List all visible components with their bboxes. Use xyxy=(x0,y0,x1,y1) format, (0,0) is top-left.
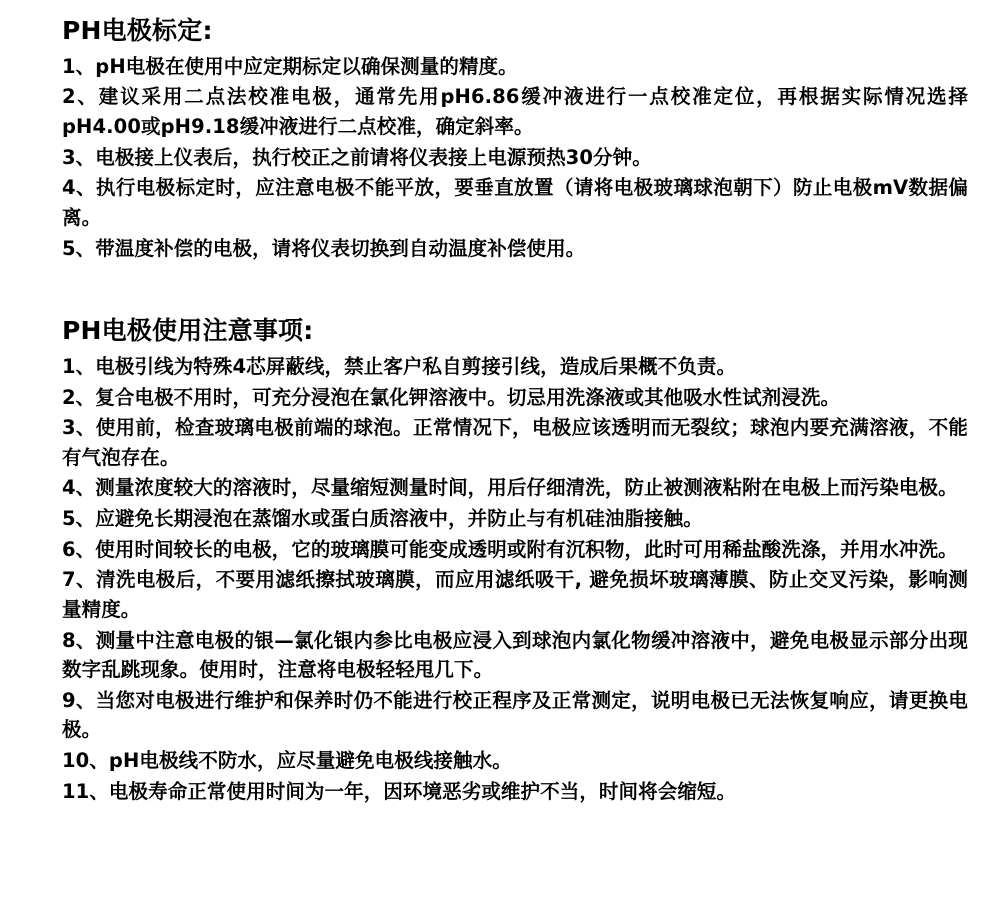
paragraph: 1、电极引线为特殊4芯屏蔽线，禁止客户私自剪接引线，造成后果概不负责。 xyxy=(62,354,737,378)
section-title-calibration: PH电极标定: xyxy=(62,16,213,45)
paragraph: 4、执行电极标定时，应注意电极不能平放，要垂直放置（请将电极玻璃球泡朝下）防止电极mV数据偏离。 xyxy=(62,176,968,229)
paragraph: 4、测量浓度较大的溶液时，尽量缩短测量时间，用后仔细清洗，防止被测液粘附在电极上而污染电极。 xyxy=(62,476,958,500)
paragraph: 6、使用时间较长的电极，它的玻璃膜可能变成透明或附有沉积物，此时可用稀盐酸洗涤，并用水冲洗。 xyxy=(62,537,958,561)
paragraph: 3、使用前，检查玻璃电极前端的球泡。正常情况下，电极应该透明而无裂纹；球泡内要充满溶液，不能有气泡存在。 xyxy=(62,416,968,469)
paragraph: 3、电极接上仪表后，执行校正之前请将仪表接上电源预热30分钟。 xyxy=(62,145,652,169)
section-title-precautions: PH电极使用注意事项: xyxy=(62,316,314,346)
section-spacer xyxy=(62,264,968,278)
paragraph: 2、建议采用二点法校准电极，通常先用pH6.86缓冲液进行一点校准定位，再根据实际情况选择pH4.00或pH9.18缓冲液进行二点校准，确定斜率。 xyxy=(62,85,968,138)
paragraph: 5、应避免长期浸泡在蒸馏水或蛋白质溶液中，并防止与有机硅油脂接触。 xyxy=(62,507,703,530)
paragraph: 10、pH电极线不防水，应尽量避免电极线接触水。 xyxy=(62,749,512,772)
paragraph: 8、测量中注意电极的银—氯化银内参比电极应浸入到球泡内氯化物缓冲溶液中，避免电极显示部分出现数字乱跳现象。使用时，注意将电极轻轻甩几下。 xyxy=(62,628,968,682)
paragraph: 9、当您对电极进行维护和保养时仍不能进行校正程序及正常测定，说明电极已无法恢复响应，请更换电极。 xyxy=(62,688,968,742)
paragraph: 11、电极寿命正常使用时间为一年，因环境恶劣或维护不当，时间将会缩短。 xyxy=(62,779,737,803)
paragraph: 2、复合电极不用时，可充分浸泡在氯化钾溶液中。切忌用洗涤液或其他吸水性试剂浸洗。 xyxy=(62,385,841,409)
paragraph: 7、清洗电极后，不要用滤纸擦拭玻璃膜，而应用滤纸吸干, 避免损坏玻璃薄膜、防止交叉污染，影响测量精度。 xyxy=(62,568,968,621)
paragraph: 1、pH电极在使用中应定期标定以确保测量的精度。 xyxy=(62,54,518,78)
paragraph: 5、带温度补偿的电极，请将仪表切换到自动温度补偿使用。 xyxy=(62,236,586,260)
